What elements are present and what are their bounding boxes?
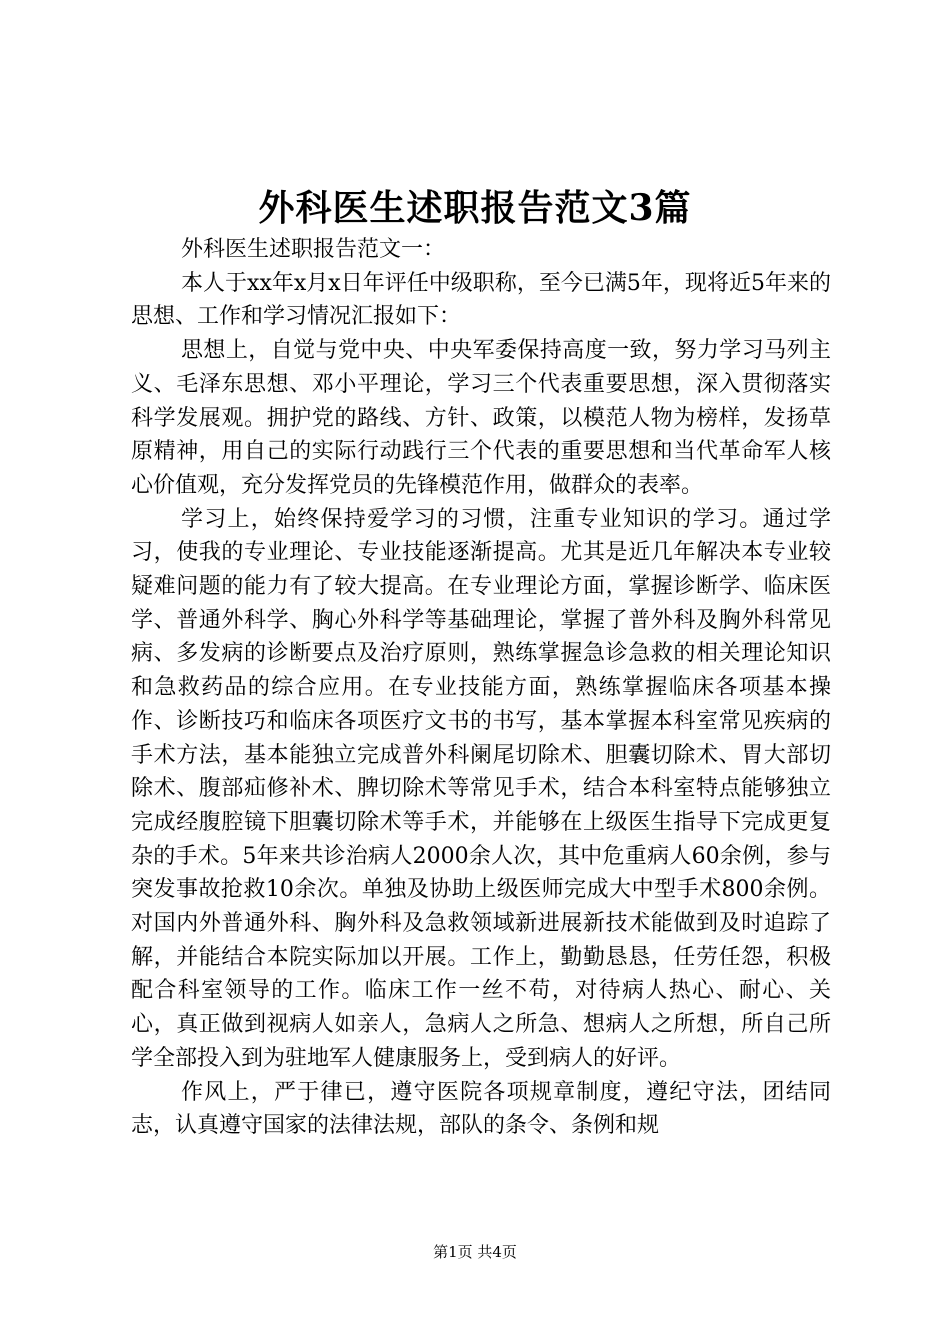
paragraph-thought: 思想上，自觉与党中央、中央军委保持高度一致，努力学习马列主义、毛泽东思想、邓小平理论，学习三个代表重要思想，深入贯彻落实科学发展观。拥护党的路线、方针、政策，以模范人物为榜样，发扬草原精神，用自己的实际行动践行三个代表的重要思想和当代革命军人核心价值观，充分发挥党员的先锋模范作用，做群众的表率。 — [131, 338, 831, 498]
document-title: 外科医生述职报告范文3篇 — [258, 187, 692, 229]
paragraph-study: 学习上，始终保持爱学习的习惯，注重专业知识的学习。通过学习，使我的专业理论、专业技能逐渐提高。尤其是近几年解决本专业较疑难问题的能力有了较大提高。在专业理论方面，掌握诊断学、临床医学、普通外科学、胸心外科学等基础理论，掌握了普外科及胸外科常见病、多发病的诊断要点及治疗原则，熟练掌握急诊急救的相关理论知识和急救药品的综合应用。在专业技能方面，熟练掌握临床各项基本操作、诊断技巧和临床各项医疗文书的书写，基本掌握本科室常见疾病的手术方法，基本能独立完成普外科阑尾切除术、胆囊切除术、胃大部切除术、腹部疝修补术、脾切除术等常见手术，结合本科室特点能够独立完成经腹腔镜下胆囊切除术等手术，并能够在上级医生指导下完成更复杂的手术。5年来共诊治病人2000余人次，其中危重病人60余例，参与突发事故抢救10余次。单独及协助上级医师完成大中型手术800余例。对国内外普通外科、胸外科及急救领域新进展新技术能做到及时追踪了解，并能结合本院实际加以开展。工作上，勤勤恳恳，任劳任怨，积极配合科室领导的工作。临床工作一丝不苟，对待病人热心、耐心、关心，真正做到视病人如亲人，急病人之所急、想病人之所想，所自己所学全部投入到为驻地军人健康服务上，受到病人的好评。 — [131, 506, 831, 1071]
paragraph-intro: 本人于xx年x月x日年评任中级职称，至今已满5年，现将近5年来的思想、工作和学习情况汇报如下： — [131, 270, 831, 330]
document-body — [131, 233, 831, 1143]
paragraph-heading: 外科医生述职报告范文一： — [181, 237, 446, 262]
page-number: 第1页 共4页 — [433, 1243, 517, 1261]
paragraph-style: 作风上，严于律已，遵守医院各项规章制度，遵纪守法，团结同志，认真遵守国家的法律法规，部队的条令、条例和规 — [131, 1079, 831, 1139]
